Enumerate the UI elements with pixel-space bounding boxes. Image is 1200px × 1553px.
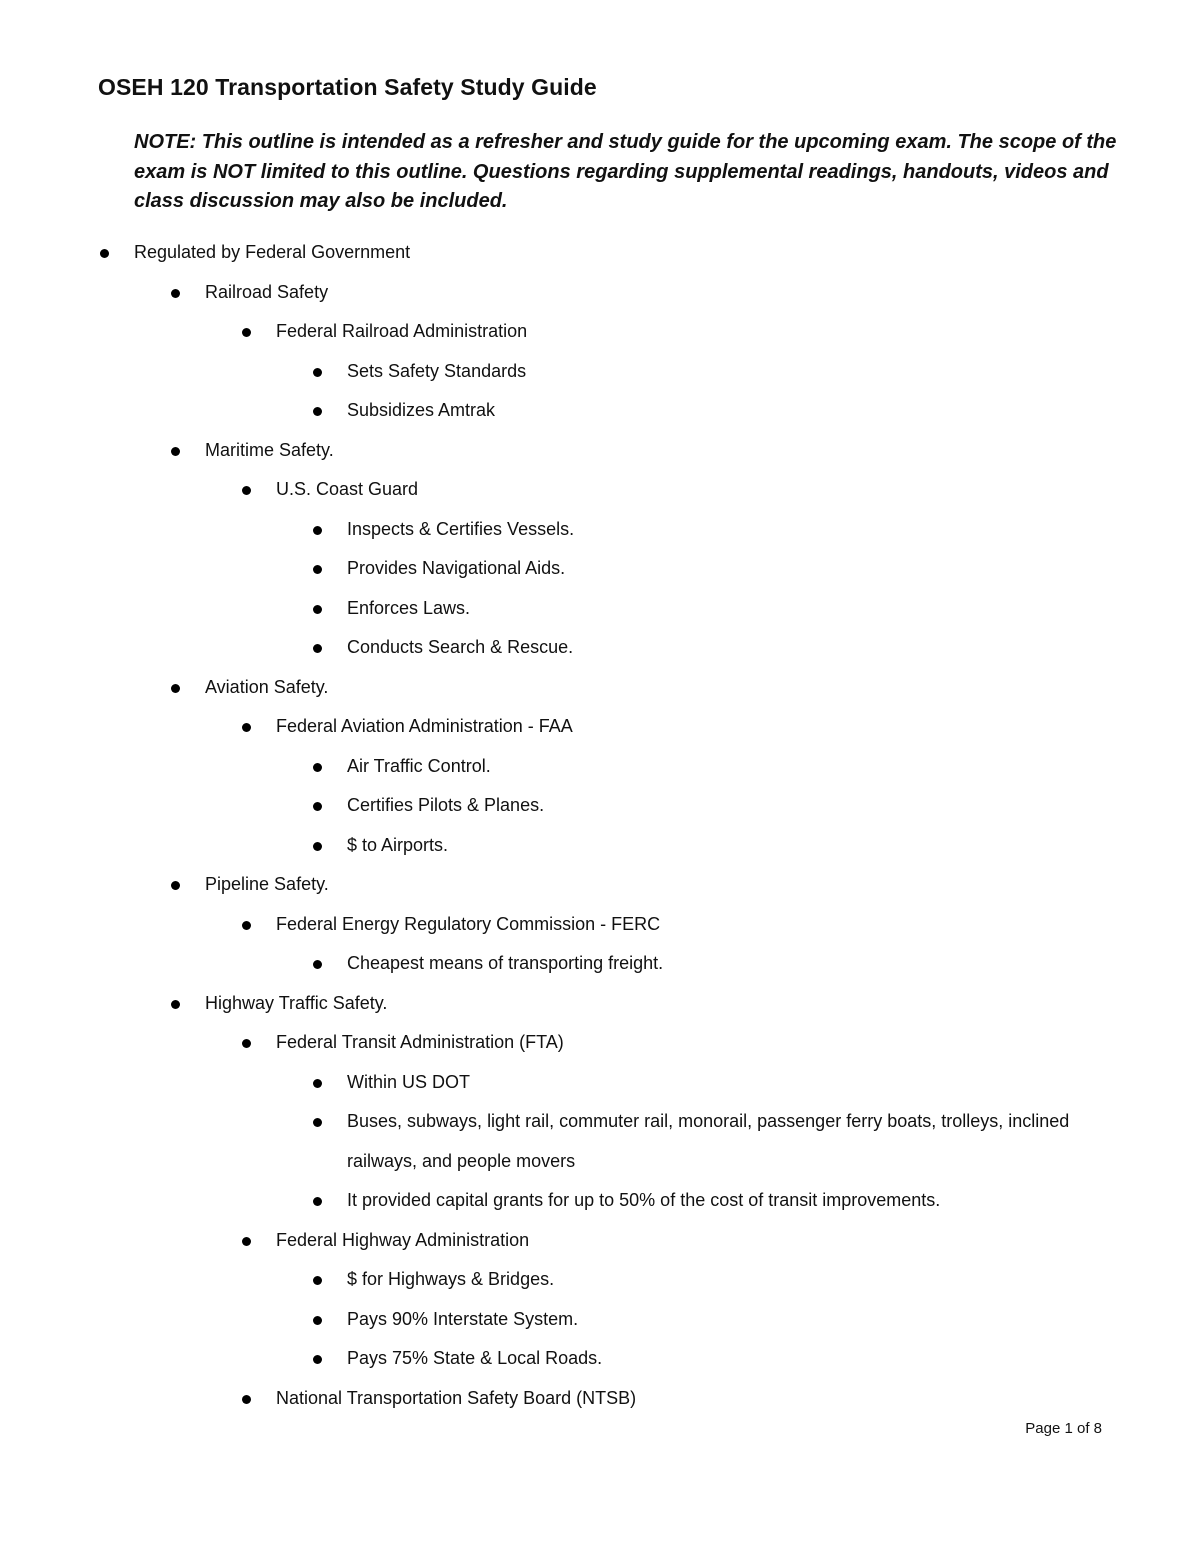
outline-item-text: $ to Airports. — [347, 834, 449, 855]
outline-item — [0, 707, 1200, 747]
outline-item-text: Inspects & Certifies Vessels. — [347, 518, 575, 539]
outline-item-text: Federal Highway Administration — [276, 1229, 530, 1250]
bullet-icon — [313, 368, 322, 377]
bullet-icon — [242, 921, 251, 930]
bullet-icon — [313, 1316, 322, 1325]
outline-item — [0, 1023, 1200, 1063]
outline-item — [0, 984, 1200, 1024]
bullet-icon — [313, 644, 322, 653]
outline-item — [0, 273, 1200, 313]
outline-item — [0, 944, 1200, 984]
page-number: Page 1 of 8 — [1025, 1420, 1102, 1437]
bullet-icon — [313, 763, 322, 772]
outline-list — [0, 233, 1200, 1418]
outline-item-text: U.S. Coast Guard — [276, 479, 419, 499]
outline-item-text: Pipeline Safety. — [205, 874, 329, 894]
bullet-icon — [313, 1276, 322, 1285]
outline-item — [0, 747, 1200, 787]
outline-item — [0, 1379, 1200, 1419]
bullet-icon — [313, 605, 322, 614]
outline-item — [0, 786, 1200, 826]
outline-item-text: Highway Traffic Safety. — [205, 992, 388, 1013]
outline-item — [0, 865, 1200, 905]
outline-item-text: Within US DOT — [347, 1071, 471, 1092]
outline-item-text: Buses, subways, light rail, commuter rail, monorail, passenger ferry boats, trolleys, inclined railways, and people movers — [347, 1111, 1070, 1171]
bullet-icon — [313, 1355, 322, 1364]
outline-item-text: Federal Aviation Administration - FAA — [276, 716, 573, 736]
bullet-icon — [313, 407, 322, 416]
bullet-icon — [171, 1000, 180, 1009]
bullet-icon — [171, 881, 180, 890]
outline-item-text: Conducts Search & Rescue. — [347, 637, 574, 657]
outline-item-text: Pays 75% State & Local Roads. — [347, 1348, 603, 1368]
outline-item-text: Provides Navigational Aids. — [347, 558, 566, 578]
outline-item — [0, 470, 1200, 510]
bullet-icon — [242, 486, 251, 495]
bullet-icon — [313, 802, 322, 811]
bullet-icon — [313, 1118, 322, 1127]
bullet-icon — [171, 289, 180, 298]
outline-item-text: National Transportation Safety Board (NTSB) — [276, 1387, 637, 1408]
outline-item — [0, 1260, 1200, 1300]
bullet-icon — [313, 842, 322, 851]
outline-item-text: Aviation Safety. — [205, 676, 329, 697]
outline-item-text: Pays 90% Interstate System. — [347, 1308, 579, 1329]
outline-item — [0, 352, 1200, 392]
outline-item-text: Maritime Safety. — [205, 439, 334, 460]
outline-item-text: Federal Transit Administration (FTA) — [276, 1032, 564, 1052]
outline-item — [0, 905, 1200, 945]
outline-item — [0, 1339, 1200, 1379]
bullet-icon — [242, 1039, 251, 1048]
outline-item-text: Federal Railroad Administration — [276, 321, 528, 341]
outline-item-text: Railroad Safety — [205, 281, 329, 302]
outline-item-text: $ for Highways & Bridges. — [347, 1269, 555, 1289]
bullet-icon — [313, 960, 322, 969]
outline-item — [0, 312, 1200, 352]
outline-item — [0, 431, 1200, 471]
outline-item-text: Air Traffic Control. — [347, 755, 491, 776]
outline-item — [0, 549, 1200, 589]
outline-item — [0, 233, 1200, 273]
bullet-icon — [242, 328, 251, 337]
outline-item — [0, 668, 1200, 708]
outline-item-text: Cheapest means of transporting freight. — [347, 953, 664, 973]
outline-item — [0, 510, 1200, 550]
bullet-icon — [313, 565, 322, 574]
outline-item — [0, 1063, 1200, 1103]
bullet-icon — [242, 723, 251, 732]
outline-item — [0, 1102, 1200, 1181]
outline-item-text: Certifies Pilots & Planes. — [347, 795, 545, 815]
document-title: OSEH 120 Transportation Safety Study Guide — [98, 74, 597, 100]
bullet-icon — [313, 526, 322, 535]
outline-item — [0, 1181, 1200, 1221]
bullet-icon — [242, 1237, 251, 1246]
outline-item — [0, 1221, 1200, 1261]
bullet-icon — [171, 684, 180, 693]
bullet-icon — [100, 249, 109, 258]
outline-item-text: Sets Safety Standards — [347, 360, 527, 381]
outline-item — [0, 628, 1200, 668]
outline-item-text: It provided capital grants for up to 50% of the cost of transit improvements. — [347, 1190, 941, 1210]
outline-item — [0, 589, 1200, 629]
outline-item-text: Federal Energy Regulatory Commission - FERC — [276, 913, 661, 934]
bullet-icon — [313, 1079, 322, 1088]
outline-item-text: Enforces Laws. — [347, 597, 471, 618]
bullet-icon — [313, 1197, 322, 1206]
exam-note: NOTE: This outline is intended as a refresher and study guide for the upcoming exam. The scope of the exam is NOT limited to this outline. Questions regarding supplemental readings, handouts, videos and class discussion may also be included. — [134, 131, 1117, 212]
bullet-icon — [242, 1395, 251, 1404]
outline-item — [0, 826, 1200, 866]
outline-item-text: Regulated by Federal Government — [134, 242, 411, 262]
bullet-icon — [171, 447, 180, 456]
outline-item-text: Subsidizes Amtrak — [347, 400, 496, 420]
outline-item — [0, 391, 1200, 431]
outline-item — [0, 1300, 1200, 1340]
